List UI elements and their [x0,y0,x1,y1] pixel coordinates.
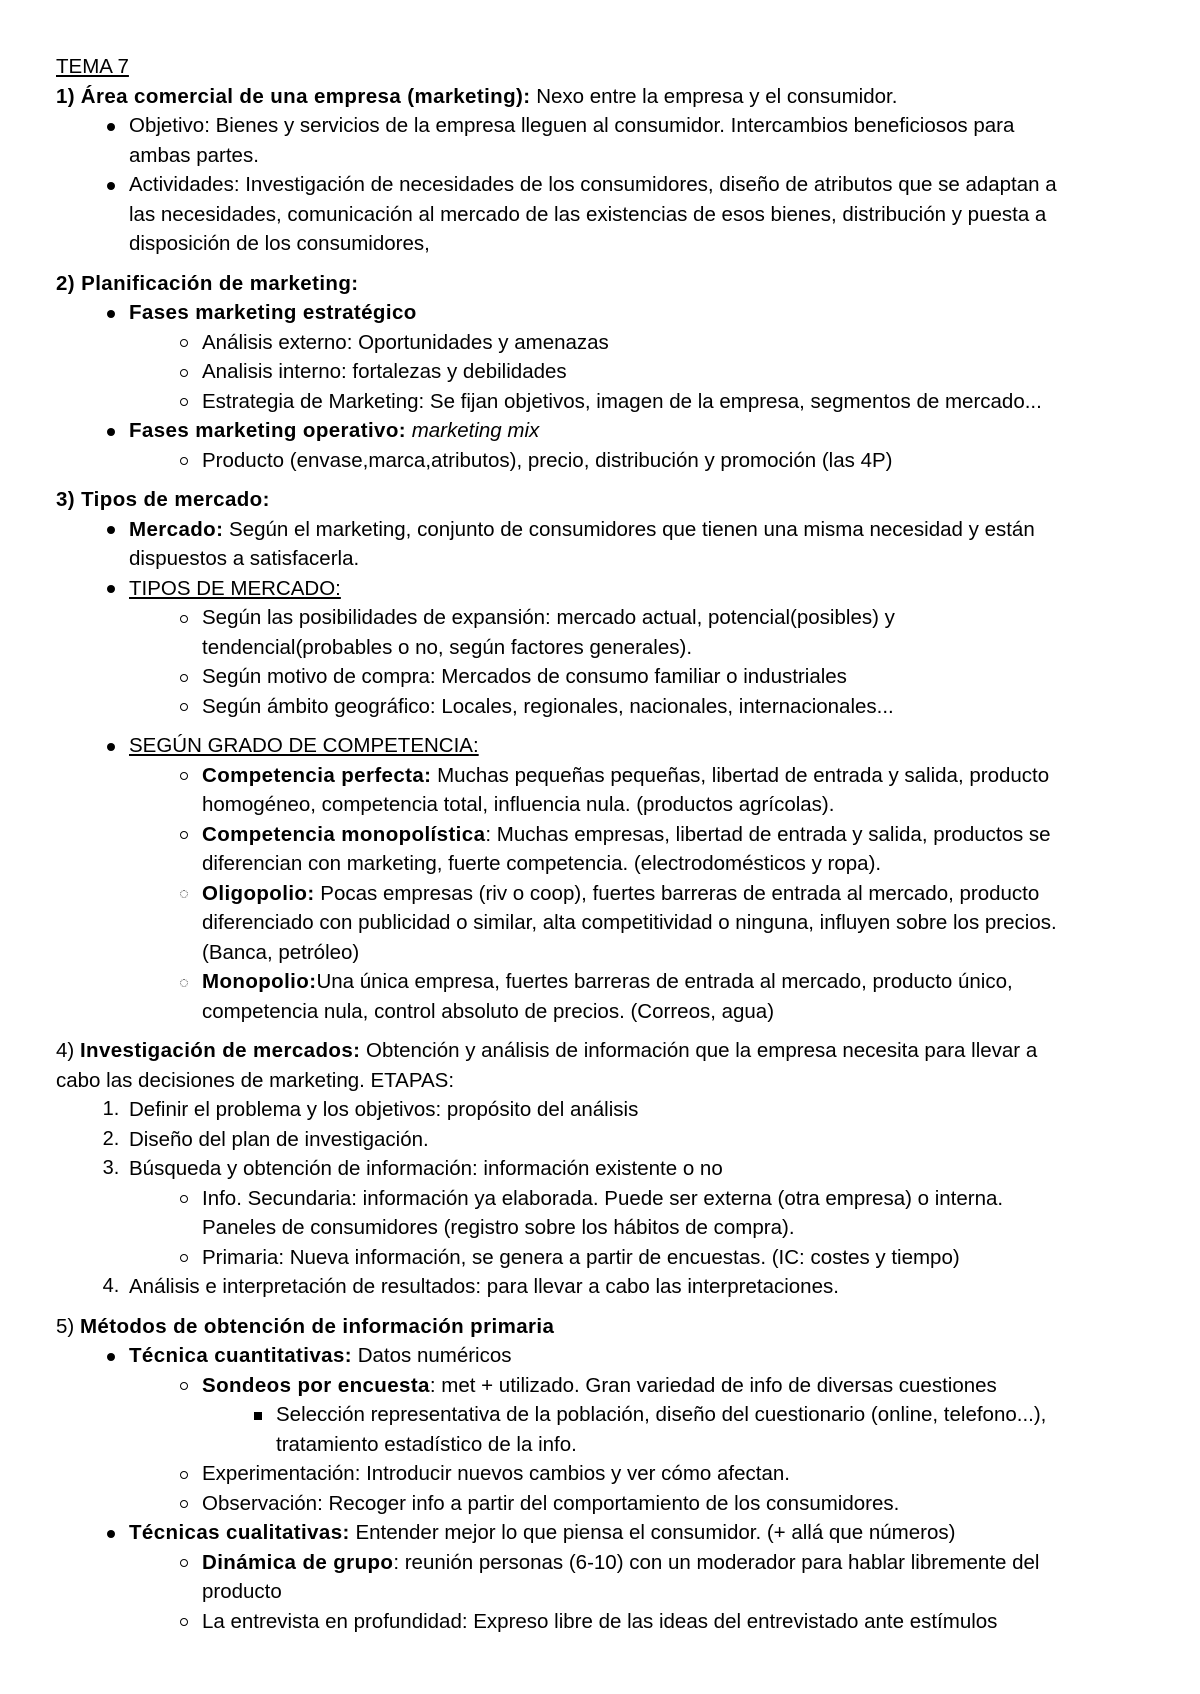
list-item: Fases marketing operativo: marketing mix [56,416,1156,446]
sub-list-item: La entrevista en profundidad: Expreso libre de las ideas del entrevistado ante estímulos [56,1607,1156,1637]
sub-list-item: Producto (envase,marca,atributos), precio, distribución y promoción (las 4P) [56,446,1156,476]
sub-list-item-continuation: diferencian con marketing, fuerte competencia. (electrodomésticos y ropa). [202,852,882,875]
list-item: TIPOS DE MERCADO: [56,574,1156,604]
sub-list-item: Según las posibilidades de expansión: mercado actual, potencial(posibles) y [56,603,1156,633]
bullet-icon [107,123,115,131]
section-2-heading: 2) Planificación de marketing: [56,271,359,295]
section-1-heading: 1) Área comercial de una empresa (marketing): Nexo entre la empresa y el consumidor. [56,84,898,108]
circle-bullet-icon [180,979,188,987]
sub-list-item-continuation: producto [202,1580,282,1603]
circle-bullet-icon [180,772,188,780]
circle-bullet-icon [180,339,188,347]
circle-bullet-icon [180,1382,188,1390]
sub-list-item: Según motivo de compra: Mercados de consumo familiar o industriales [56,662,1156,692]
circle-bullet-icon [180,1195,188,1203]
bullet-icon [107,1530,115,1538]
section-5-heading: 5) Métodos de obtención de información primaria [56,1314,555,1338]
sub-list-item: Dinámica de grupo: reunión personas (6-10) con un moderador para hablar libremente del [56,1548,1156,1578]
section-3-heading: 3) Tipos de mercado: [56,488,270,511]
bullet-icon [107,526,115,534]
bullet-icon [107,182,115,190]
sub-sub-list-item-continuation: tratamiento estadístico de la info. [276,1432,577,1456]
sub-list-item: Análisis externo: Oportunidades y amenazas [56,328,1156,358]
circle-bullet-icon [180,1500,188,1508]
circle-bullet-icon [180,890,188,898]
sub-list-item: Info. Secundaria: información ya elaborada. Puede ser externa (otra empresa) o interna. [56,1184,1156,1214]
sub-list-item-continuation: diferenciado con publicidad o similar, alta competitividad o ninguna, influyen sobre los precios. [202,911,1057,934]
list-item-continuation: las necesidades, comunicación al mercado de las existencias de esos bienes, distribución y puesta a [129,202,1047,226]
circle-bullet-icon [180,398,188,406]
list-item: Fases marketing estratégico [56,298,1156,328]
circle-bullet-icon [180,703,188,711]
document-title: TEMA 7 [56,55,129,78]
numbered-item: 1. Definir el problema y los objetivos: propósito del análisis [102,1098,639,1121]
sub-list-item-continuation: (Banca, petróleo) [202,940,360,964]
sub-list-item: Primaria: Nueva información, se genera a partir de encuestas. (IC: costes y tiempo) [56,1243,1156,1273]
circle-bullet-icon [180,1618,188,1626]
sub-list-item: Analisis interno: fortalezas y debilidades [56,357,1156,387]
section-4-heading: 4) Investigación de mercados: Obtención y análisis de información que la empresa necesita para llevar a [56,1039,1038,1062]
circle-bullet-icon [180,1254,188,1262]
numbered-item: 2. Diseño del plan de investigación. [102,1127,429,1151]
sub-list-item: Según ámbito geográfico: Locales, regionales, nacionales, internacionales... [56,692,1156,722]
list-item-continuation: dispuestos a satisfacerla. [129,547,360,570]
sub-list-item-continuation: competencia nula, control absoluto de precios. (Correos, agua) [202,999,775,1023]
sub-list-item: Oligopolio: Pocas empresas (riv o coop), fuertes barreras de entrada al mercado, producto [56,879,1156,909]
list-item: Actividades: Investigación de necesidades de los consumidores, diseño de atributos que se adaptan a [56,170,1156,200]
document-page [56,52,1156,1636]
circle-bullet-icon [180,1559,188,1567]
square-bullet-icon [254,1412,262,1420]
bullet-icon [107,743,115,751]
sub-list-item: Competencia perfecta: Muchas pequeñas pequeñas, libertad de entrada y salida, producto [56,761,1156,791]
sub-list-item: Competencia monopolística: Muchas empresas, libertad de entrada y salida, productos se [56,820,1156,850]
sub-list-item: Observación: Recoger info a partir del comportamiento de los consumidores. [56,1489,1156,1519]
sub-list-item-continuation: tendencial(probables o no, según factores generales). [202,635,693,659]
numbered-item: 4. Análisis e interpretación de resultados: para llevar a cabo las interpretaciones. [102,1275,839,1298]
sub-list-item-continuation: Paneles de consumidores (registro sobre los hábitos de compra). [202,1216,795,1239]
list-item-continuation: disposición de los consumidores, [129,232,430,255]
circle-bullet-icon [180,457,188,465]
sub-sub-list-item: Selección representativa de la población, diseño del cuestionario (online, telefono...), [56,1400,1156,1430]
circle-bullet-icon [180,674,188,682]
circle-bullet-icon [180,1471,188,1479]
list-item: Objetivo: Bienes y servicios de la empresa lleguen al consumidor. Intercambios beneficiosos para [56,111,1156,141]
sub-list-item: Estrategia de Marketing: Se fijan objetivos, imagen de la empresa, segmentos de mercado... [56,387,1156,417]
sub-list-item: Experimentación: Introducir nuevos cambios y ver cómo afectan. [56,1459,1156,1489]
bullet-icon [107,1353,115,1361]
list-item: Técnica cuantitativas: Datos numéricos [56,1341,1156,1371]
bullet-icon [107,585,115,593]
circle-bullet-icon [180,615,188,623]
sub-list-item: Sondeos por encuesta: met + utilizado. Gran variedad de info de diversas cuestiones [56,1371,1156,1401]
circle-bullet-icon [180,831,188,839]
list-item: SEGÚN GRADO DE COMPETENCIA: [56,731,1156,761]
circle-bullet-icon [180,369,188,377]
bullet-icon [107,428,115,436]
paragraph-continuation: cabo las decisiones de marketing. ETAPAS: [56,1068,455,1092]
numbered-item: 3. Búsqueda y obtención de información: información existente o no [102,1157,723,1180]
bullet-icon [107,310,115,318]
list-item: Mercado: Según el marketing, conjunto de consumidores que tienen una misma necesidad y están [56,515,1156,545]
sub-list-item-continuation: homogéneo, competencia total, influencia nula. (productos agrícolas). [202,793,835,816]
list-item: Técnicas cualitativas: Entender mejor lo que piensa el consumidor. (+ allá que números) [56,1518,1156,1548]
list-item-continuation: ambas partes. [129,143,259,167]
sub-list-item: Monopolio:Una única empresa, fuertes barreras de entrada al mercado, producto único, [56,967,1156,997]
